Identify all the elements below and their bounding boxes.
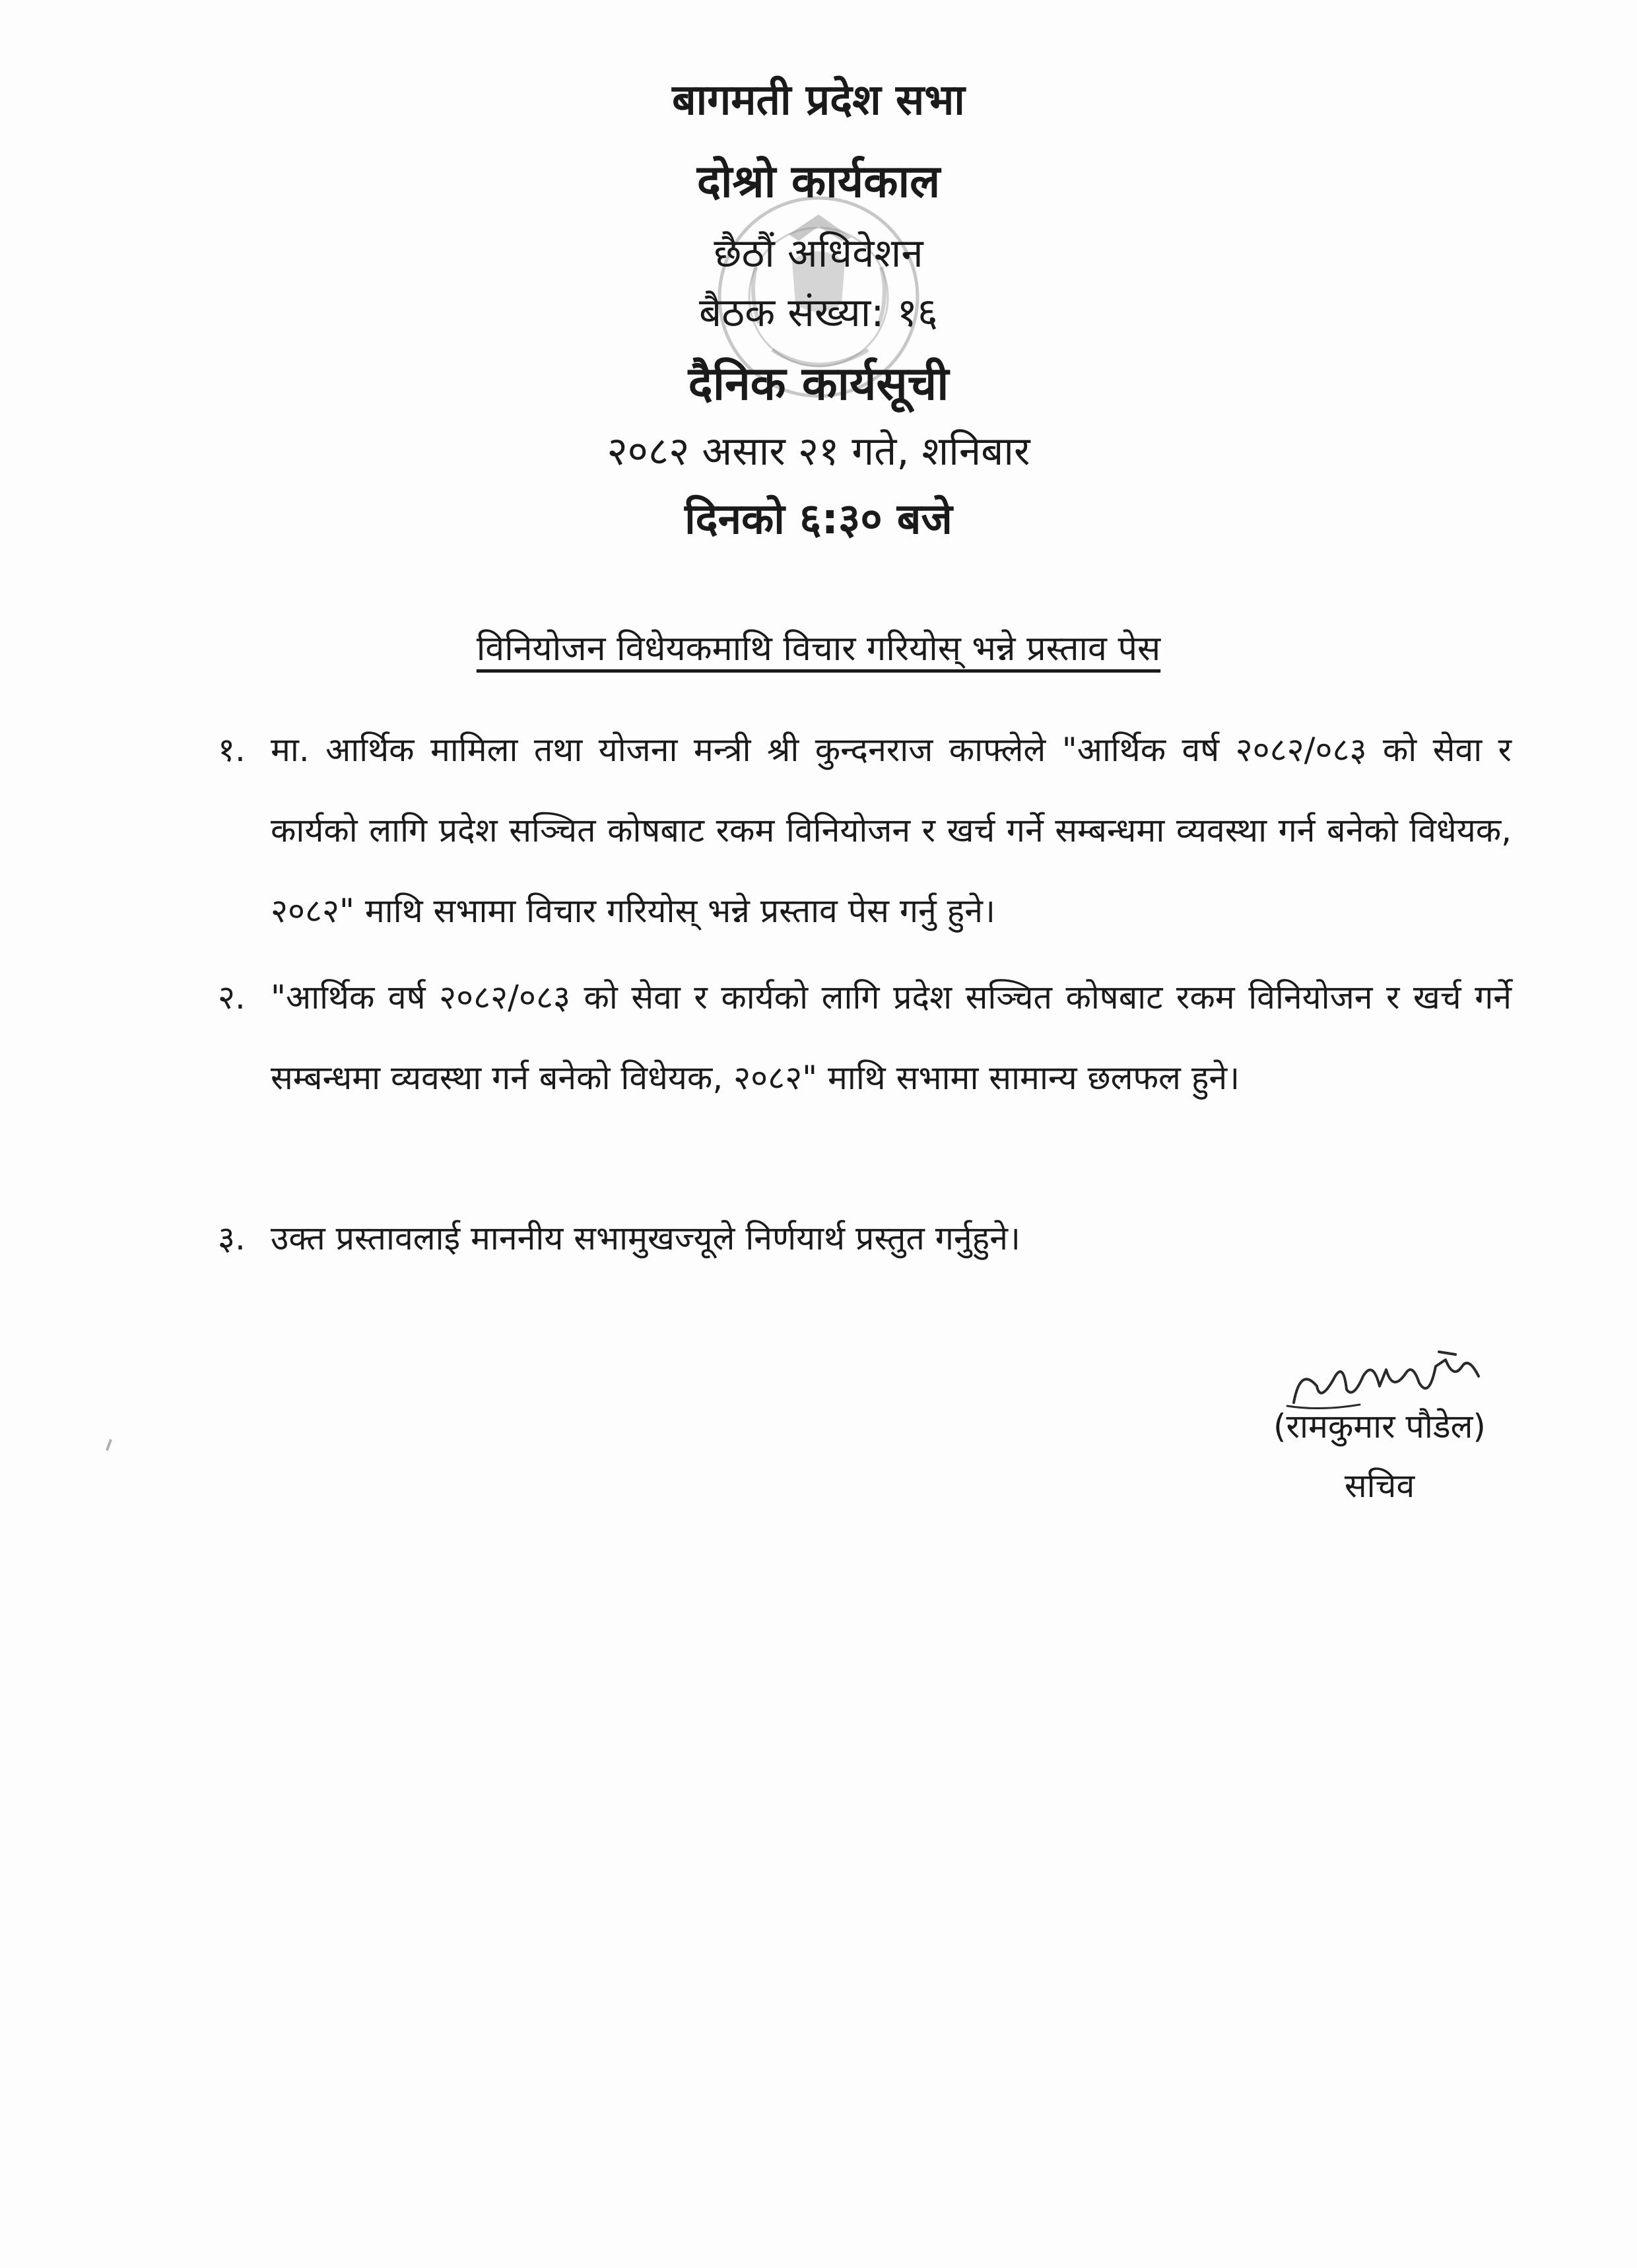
item-number: ३. [218,1219,246,1257]
signatory-name: (रामकुमार पौडेल) [1273,1407,1486,1446]
term-title: दोश्रो कार्यकाल [696,156,941,208]
session-title: छैठौं अधिवेशन [714,230,923,277]
item-text: उक्त प्रस्तावलाई माननीय सभामुखज्यूले निर्णयार्थ प्रस्तुत गर्नुहुने। [271,1219,1020,1257]
item-text: "आर्थिक वर्ष २०८२/०८३ को सेवा र कार्यको लागि प्रदेश सञ्चित कोषबाट रकम विनियोजन र खर्च गर्ने सम्बन्धमा व्यवस्था गर्न बनेको विधेयक, २०८२" माथि सभामा सामान्य छलफल हुने। [271,978,1512,1097]
meeting-time: दिनको ६:३० बजे [685,495,952,544]
scan-speck [106,1439,112,1451]
item-text: मा. आर्थिक मामिला तथा योजना मन्त्री श्री कुन्दनराज काफ्लेले "आर्थिक वर्ष २०८२/०८३ को सेवा र कार्यको लागि प्रदेश सञ्चित कोषबाट रकम विनियोजन र खर्च गर्ने सम्बन्धमा व्यवस्था गर्न बनेको विधेयक, २०८२" माथि सभामा विचार गरियोस् भन्ने प्रस्ताव पेस गर्नु हुने। [271,731,1512,930]
signatory-title: सचिव [1344,1467,1415,1505]
meeting-date: २०८२ असार २१ गते, शनिबार [607,428,1030,475]
agenda-item [218,957,1512,1208]
organization-name: बागमती प्रदेश सभा [672,76,965,125]
meeting-number: बैठक संख्या: १६ [699,290,938,336]
item-number: २. [218,978,246,1017]
agenda-item [218,1198,1512,1284]
agenda-item [218,710,1512,960]
agenda-topic: विनियोजन विधेयकमाथि विचार गरियोस् भन्ने प्रस्ताव पेस [476,629,1161,669]
agenda-title: दैनिक कार्यसूची [688,356,949,411]
item-number: १. [218,731,246,769]
